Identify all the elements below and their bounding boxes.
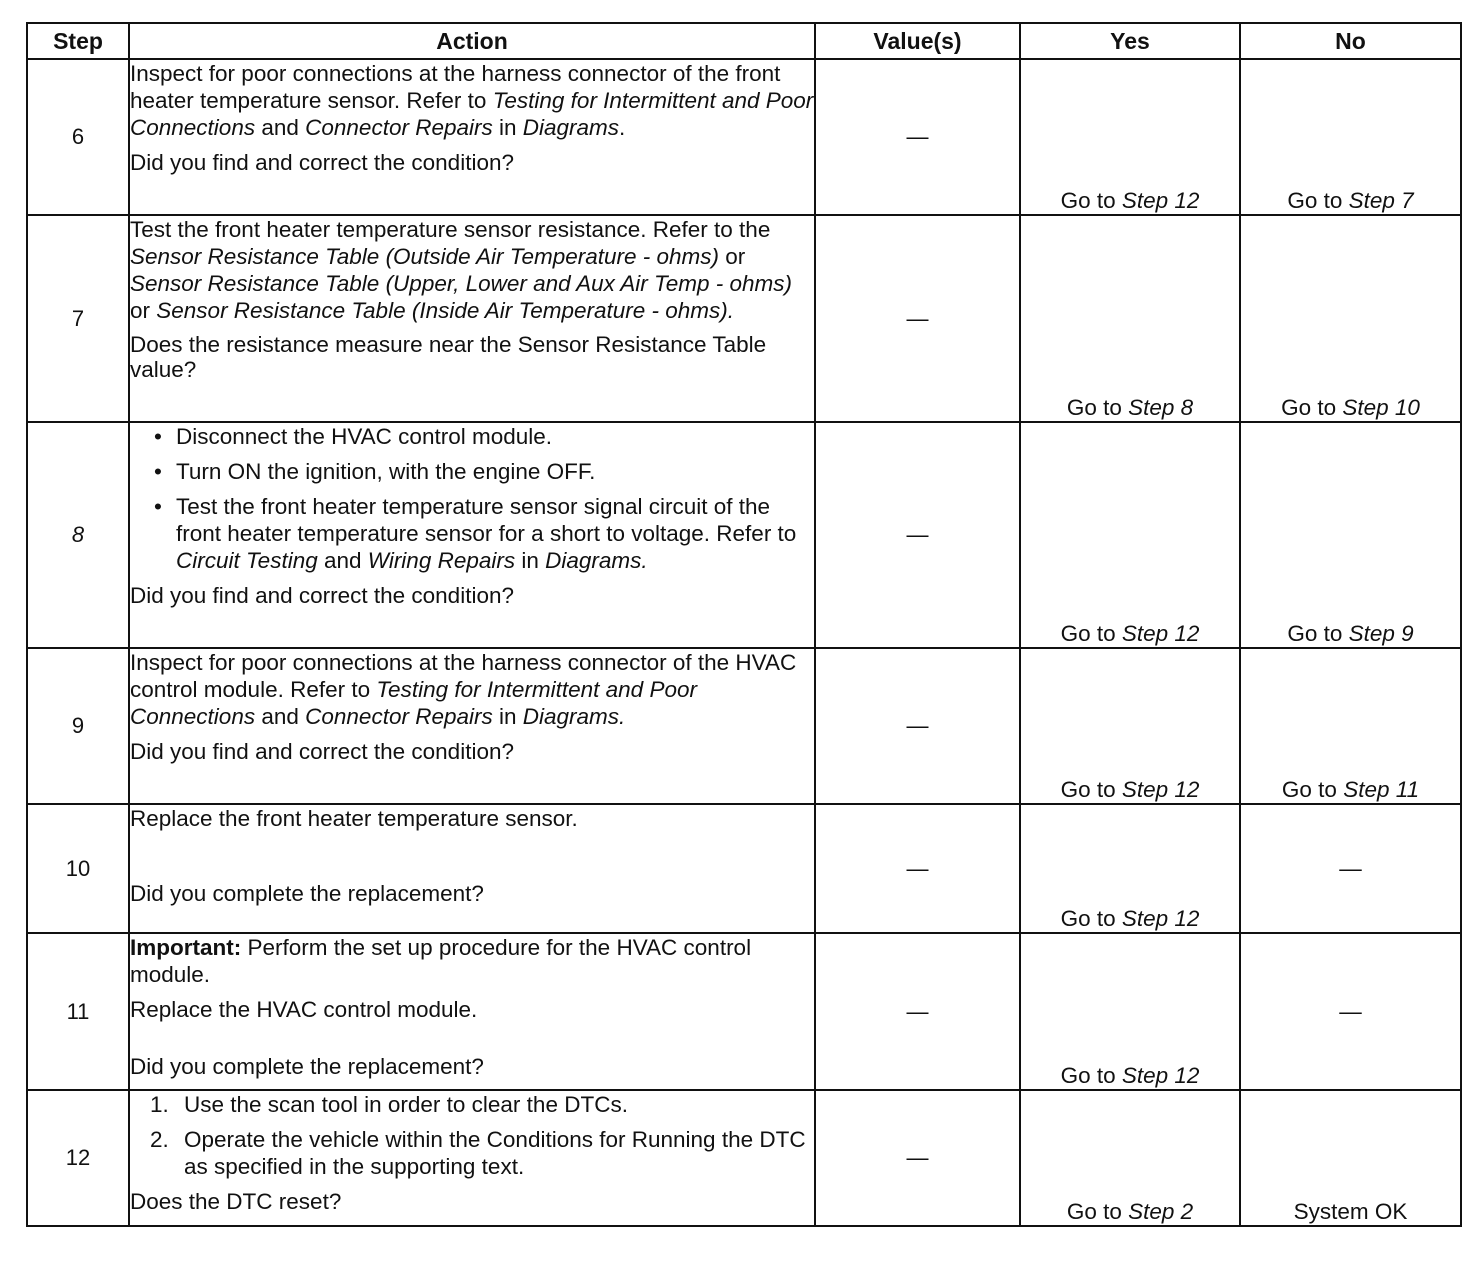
list-item-text: Turn ON the ignition, with the engine OFF.: [176, 459, 596, 484]
action-question: Did you find and correct the condition?: [130, 739, 514, 764]
no-cell: System OK: [1240, 1090, 1461, 1226]
step-number: 11: [27, 933, 129, 1090]
action-text: Replace the front heater temperature sensor.: [130, 806, 578, 831]
no-cell: [1240, 422, 1461, 648]
value-cell: —: [815, 59, 1020, 215]
yes-prefix: Go to: [1066, 395, 1129, 420]
no-step-ref: Step 7: [1348, 188, 1414, 213]
header-no: No: [1240, 23, 1461, 59]
value-cell: —: [815, 422, 1020, 648]
action-text: Inspect for poor connections at the harness connector of the front heater temperature sensor. Refer to Testing for Intermittent and Poor Connections and Connector Repairs in Diagrams.: [130, 61, 814, 140]
no-cell: [1240, 59, 1461, 215]
value-cell: —: [815, 933, 1020, 1090]
important-note: [130, 934, 814, 988]
yes-prefix: Go to: [1066, 1199, 1129, 1224]
no-cell: —: [1240, 933, 1461, 1090]
no-cell: —: [1240, 804, 1461, 933]
table-row: [27, 215, 1461, 422]
action-question: Does the DTC reset?: [130, 1189, 342, 1214]
value-cell: —: [815, 1090, 1020, 1226]
yes-step-ref: Step 8: [1128, 395, 1194, 420]
list-item-text: Test the front heater temperature sensor signal circuit of the front heater temperature sensor for a short to voltage. Refer to Circuit Testing and Wiring Repairs in Diagrams.: [176, 494, 797, 573]
list-number: 2.: [150, 1127, 169, 1152]
table-row: [27, 648, 1461, 804]
yes-step-ref: Step 2: [1128, 1199, 1194, 1224]
yes-cell: [1020, 648, 1240, 804]
step-number: 6: [27, 59, 129, 215]
step-number: 9: [27, 648, 129, 804]
bullet-list: [130, 423, 814, 574]
yes-prefix: Go to: [1060, 777, 1122, 802]
action-question: Did you find and correct the condition?: [130, 583, 514, 608]
numbered-list: [130, 1091, 814, 1180]
yes-step-ref: Step 12: [1121, 188, 1200, 213]
no-step-ref: Step 11: [1343, 777, 1420, 802]
header-values: Value(s): [815, 23, 1020, 59]
important-label: Important:: [130, 935, 242, 960]
no-cell: [1240, 648, 1461, 804]
step-number: 7: [27, 215, 129, 422]
table-row: [27, 422, 1461, 648]
no-prefix: Go to: [1287, 188, 1349, 213]
list-item-text: Use the scan tool in order to clear the DTCs.: [184, 1092, 628, 1117]
header-yes: Yes: [1020, 23, 1240, 59]
list-number: 1.: [150, 1092, 169, 1117]
action-text: Inspect for poor connections at the harness connector of the HVAC control module. Refer to Testing for Intermittent and Poor Connections and Connector Repairs in Diagrams.: [130, 650, 797, 729]
no-step-ref: Step 10: [1342, 395, 1420, 420]
list-item-text: Disconnect the HVAC control module.: [176, 424, 553, 449]
list-item: [130, 1126, 814, 1180]
header-action: Action: [129, 23, 815, 59]
header-row: [27, 23, 1461, 59]
yes-prefix: Go to: [1060, 1063, 1122, 1088]
yes-prefix: Go to: [1060, 188, 1122, 213]
value-cell: —: [815, 648, 1020, 804]
important-text: Perform the set up procedure for the HVAC control module.: [130, 935, 752, 987]
table-row: [27, 59, 1461, 215]
yes-step-ref: Step 12: [1121, 621, 1200, 646]
step-number: 10: [27, 804, 129, 933]
yes-prefix: Go to: [1060, 906, 1122, 931]
yes-step-ref: Step 12: [1121, 1063, 1200, 1088]
no-prefix: Go to: [1281, 777, 1344, 802]
yes-cell: [1020, 59, 1240, 215]
table-row: [27, 804, 1461, 933]
action-question: Did you find and correct the condition?: [130, 150, 514, 175]
action-text: Replace the HVAC control module.: [130, 997, 478, 1022]
step-number: [27, 422, 129, 648]
action-cell: [129, 59, 815, 215]
yes-cell: [1020, 422, 1240, 648]
step-number: 12: [27, 1090, 129, 1226]
diagnostic-table: [26, 22, 1462, 1227]
no-cell: [1240, 215, 1461, 422]
no-prefix: Go to: [1287, 621, 1349, 646]
yes-cell: [1020, 933, 1240, 1090]
action-cell: [129, 1090, 815, 1226]
bullet-icon: •: [154, 494, 162, 519]
table-header: [27, 23, 1461, 59]
value-cell: —: [815, 215, 1020, 422]
no-prefix: Go to: [1281, 395, 1343, 420]
action-text: Test the front heater temperature sensor resistance. Refer to the Sensor Resistance Table (Outside Air Temperature - ohms) or Sensor Resistance Table (Upper, Lower and Aux Air Temp - ohms) or Sensor Resistance Table (Inside Air Temperature - ohms).: [130, 217, 792, 323]
list-item: [130, 1091, 814, 1118]
step-number-text: 8: [71, 522, 85, 547]
action-cell: [129, 648, 815, 804]
yes-step-ref: Step 12: [1121, 777, 1200, 802]
header-step: Step: [27, 23, 129, 59]
action-cell: [129, 422, 815, 648]
action-question: Did you complete the replacement?: [130, 881, 484, 906]
action-cell: [129, 804, 815, 933]
action-question: Does the resistance measure near the Sensor Resistance Table value?: [130, 332, 767, 382]
action-cell: [129, 933, 815, 1090]
action-question: Did you complete the replacement?: [130, 1054, 484, 1079]
bullet-icon: •: [154, 424, 162, 449]
table-row: [27, 933, 1461, 1090]
list-item: [130, 493, 814, 574]
action-cell: [129, 215, 815, 422]
yes-prefix: Go to: [1060, 621, 1122, 646]
list-item: [130, 423, 814, 450]
list-item: [130, 458, 814, 485]
value-cell: —: [815, 804, 1020, 933]
list-item-text: Operate the vehicle within the Conditions for Running the DTC as specified in the supporting text.: [184, 1127, 806, 1179]
yes-step-ref: Step 12: [1121, 906, 1200, 931]
yes-cell: [1020, 1090, 1240, 1226]
no-step-ref: Step 9: [1348, 621, 1414, 646]
yes-cell: [1020, 804, 1240, 933]
yes-cell: [1020, 215, 1240, 422]
table-row: [27, 1090, 1461, 1226]
bullet-icon: •: [154, 459, 162, 484]
